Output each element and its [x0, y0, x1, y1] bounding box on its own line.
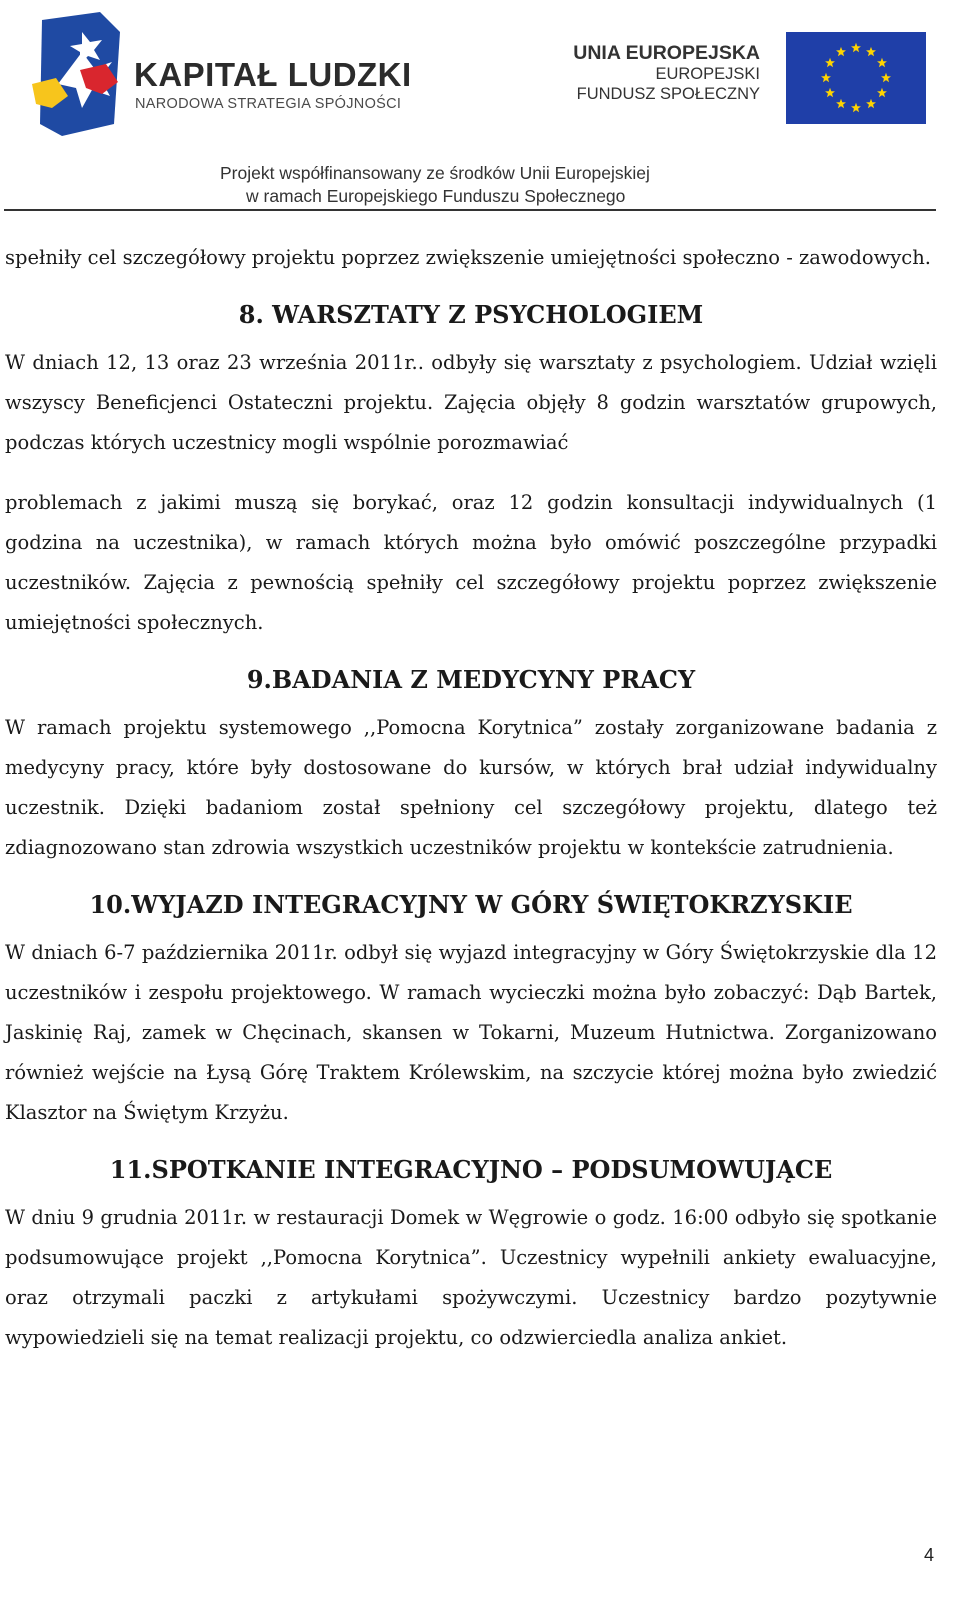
- eu-flag-icon: [786, 32, 926, 124]
- kapital-ludzki-logo-icon: [22, 12, 140, 140]
- paragraph-section-8b: problemach z jakimi muszą się borykać, oraz 12 godzin konsultacji indywidualnych (1 godzina na uczestnika), w ramach których można było omówić poszczególne przypadki uczestników. Zajęcia z pewnością spełniły cel szczegółowy projektu poprzez zwiększenie umiejętności społecznych.: [5, 491, 937, 634]
- section-heading-9: 9.BADANIA Z MEDYCYNY PRACY: [246, 665, 696, 694]
- paragraph-section-11: W dniu 9 grudnia 2011r. w restauracji Domek w Węgrowie o godz. 16:00 odbyło się spotkanie podsumowujące projekt ,,Pomocna Korytnica”. Uczestnicy wypełnili ankiety ewaluacyjne, oraz otrzymali paczki z artykułami spożywczymi. Uczestnicy bardzo pozytywnie wypowiedzieli się na temat realizacji projektu, co odzwierciedla analiza ankiet.: [5, 1206, 937, 1349]
- eu-title: UNIA EUROPEJSKA: [573, 42, 760, 64]
- eu-fund-label: [560, 42, 760, 104]
- eu-fund-line2: FUNDUSZ SPOŁECZNY: [576, 85, 760, 103]
- paragraph-section-8a: W dniach 12, 13 oraz 23 września 2011r.. odbyły się warsztaty z psychologiem. Udział wzięli wszyscy Beneficjenci Ostateczni projektu. Zajęcia objęły 8 godzin warsztatów grupowych, podczas których uczestnicy mogli wspólnie porozmawiać: [5, 351, 937, 454]
- cofunding-line2: w ramach Europejskiego Funduszu Społecznego: [246, 186, 626, 206]
- page-number: 4: [923, 1545, 934, 1565]
- section-heading-8: 8. WARSZTATY Z PSYCHOLOGIEM: [238, 300, 704, 329]
- paragraph-section-9: W ramach projektu systemowego ,,Pomocna Korytnica” zostały zorganizowane badania z medycyny pracy, które były dostosowane do kursów, w których brał udział indywidualny uczestnik. Dzięki badaniom został spełniony cel szczegółowy projektu, dlatego też zdiagnozowano stan zdrowia wszystkich uczestników projektu w kontekście zatrudnienia.: [5, 716, 937, 859]
- header-divider: [4, 209, 936, 211]
- cofunding-line1: Projekt współfinansowany ze środków Unii Europejskiej: [220, 163, 650, 183]
- section-heading-11: 11.SPOTKANIE INTEGRACYJNO – PODSUMOWUJĄCE: [109, 1155, 833, 1184]
- paragraph-section-10: W dniach 6-7 października 2011r. odbył się wyjazd integracyjny w Góry Świętokrzyskie dla 12 uczestników i zespołu projektowego. W ramach wycieczki można było zobaczyć: Dąb Bartek, Jaskinię Raj, zamek w Chęcinach, skansen w Tokarni, Muzeum Hutnictwa. Zorganizowano również wejście na Łysą Górę Traktem Królewskim, na szczycie której można było zwiedzić Klasztor na Świętym Krzyżu.: [5, 941, 937, 1124]
- logo-title: KAPITAŁ LUDZKI: [134, 56, 412, 93]
- paragraph-intro: spełniły cel szczegółowy projektu poprzez zwiększenie umiejętności społeczno - zawodowych.: [5, 246, 931, 269]
- eu-fund-line1: EUROPEJSKI: [655, 65, 760, 83]
- section-heading-10: 10.WYJAZD INTEGRACYJNY W GÓRY ŚWIĘTOKRZYSKIE: [89, 890, 853, 919]
- document-body: [5, 238, 937, 1358]
- cofunding-note: [220, 162, 650, 208]
- document-header: [0, 0, 960, 218]
- logo-subtitle: NARODOWA STRATEGIA SPÓJNOŚCI: [135, 96, 402, 112]
